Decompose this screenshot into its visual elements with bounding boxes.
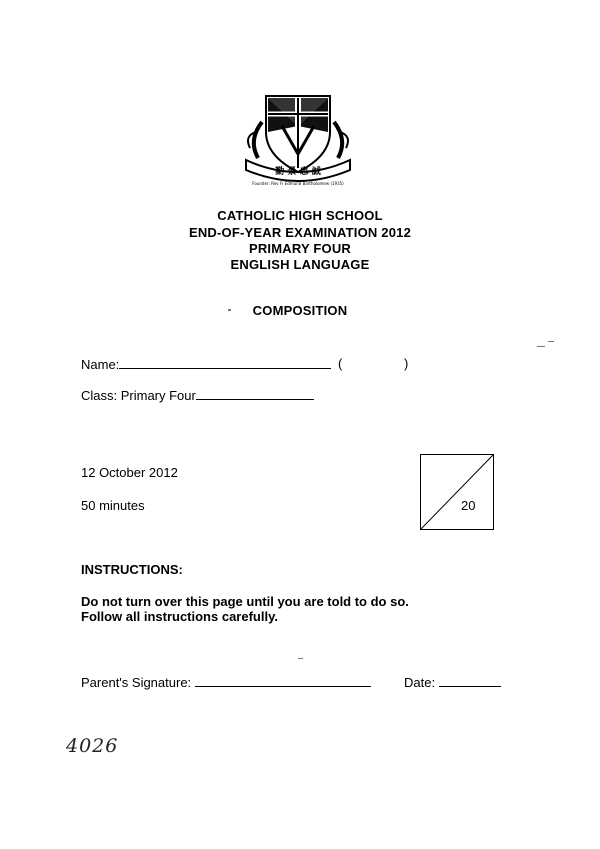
parent-signature-label: Parent's Signature: bbox=[81, 675, 192, 690]
name-label: Name: bbox=[81, 357, 120, 372]
scan-speck bbox=[228, 309, 231, 311]
exam-date: 12 October 2012 bbox=[81, 465, 178, 480]
instructions-heading: INSTRUCTIONS: bbox=[81, 562, 183, 577]
instruction-line: Do not turn over this page until you are told to do so. bbox=[81, 594, 409, 609]
school-crest-logo bbox=[238, 92, 358, 188]
handwritten-number: 4026 bbox=[66, 735, 119, 757]
svg-text:Founder: Rev Fr Edmund Barthol: Founder: Rev Fr Edmund Bartholomew (1935) bbox=[252, 181, 344, 186]
score-box bbox=[420, 454, 494, 530]
parent-signature-field bbox=[81, 674, 371, 690]
school-name: CATHOLIC HIGH SCHOOL bbox=[217, 208, 383, 223]
class-field bbox=[81, 387, 314, 403]
signature-date-label: Date: bbox=[404, 675, 436, 690]
register-number-open-paren: ( bbox=[338, 356, 343, 371]
parent-signature-line[interactable] bbox=[195, 674, 371, 687]
paper-title: COMPOSITION bbox=[252, 303, 348, 318]
name-blank-line[interactable] bbox=[119, 356, 331, 369]
grade-level: PRIMARY FOUR bbox=[248, 241, 352, 256]
scan-speck bbox=[537, 346, 545, 347]
exam-title: END-OF-YEAR EXAMINATION 2012 bbox=[188, 225, 412, 240]
scan-speck bbox=[548, 341, 554, 342]
exam-duration: 50 minutes bbox=[81, 498, 145, 513]
signature-date-field bbox=[404, 674, 501, 690]
svg-text:勤 景 忠 誠: 勤 景 忠 誠 bbox=[275, 167, 321, 177]
signature-date-line[interactable] bbox=[439, 674, 501, 687]
score-box-diagonal bbox=[421, 455, 493, 529]
class-blank-line[interactable] bbox=[196, 387, 314, 400]
instruction-line: Follow all instructions carefully. bbox=[81, 609, 278, 624]
total-marks: 20 bbox=[461, 498, 476, 513]
name-field bbox=[81, 356, 331, 372]
register-number-close-paren: ) bbox=[404, 356, 409, 371]
subject: ENGLISH LANGUAGE bbox=[230, 257, 370, 272]
scan-speck bbox=[298, 658, 303, 659]
class-label: Class: Primary Four bbox=[81, 388, 196, 403]
